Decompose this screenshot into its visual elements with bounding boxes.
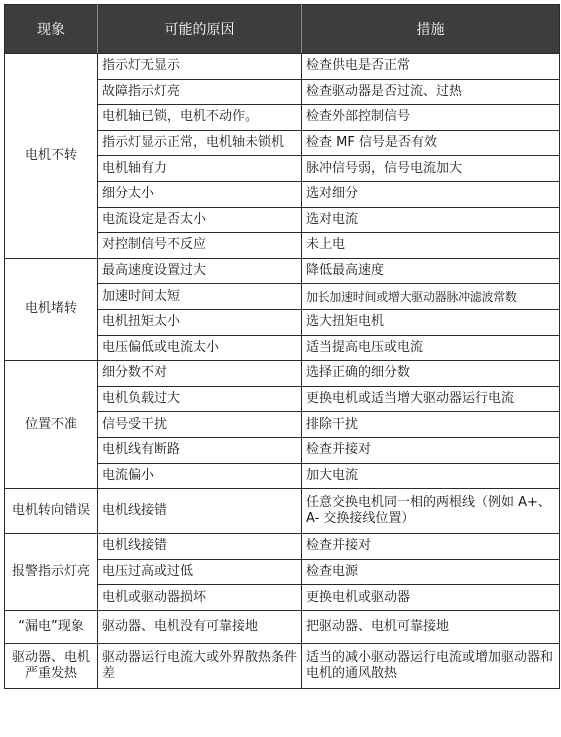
cause-cell: 电流设定是否太小 [98,207,302,233]
table-row [5,258,560,284]
measure-cell: 适当的减小驱动器运行电流或增加驱动器和电机的通风散热 [302,643,560,688]
measure-cell: 排除干扰 [302,412,560,438]
header-causes: 可能的原因 [98,5,302,54]
table-row [5,489,560,534]
header-phenomenon: 现象 [5,5,98,54]
measure-cell: 更换电机或驱动器 [302,585,560,611]
measure-cell: 检查驱动器是否过流、过热 [302,79,560,105]
measure-cell: 任意交换电机同一相的两根线（例如 A+、A- 交换接线位置） [302,489,560,534]
phenomenon-cell: “漏电”现象 [5,610,98,643]
troubleshooting-table-container [4,4,559,689]
cause-cell: 故障指示灯亮 [98,79,302,105]
cause-cell: 加速时间太短 [98,284,302,310]
measure-cell: 加大电流 [302,463,560,489]
measure-cell: 把驱动器、电机可靠接地 [302,610,560,643]
phenomenon-cell: 电机堵转 [5,258,98,360]
cause-cell: 对控制信号不反应 [98,233,302,259]
measure-cell: 检查供电是否正常 [302,54,560,80]
cause-cell: 电机线接错 [98,489,302,534]
cause-cell: 电机线有断路 [98,437,302,463]
table-row [5,361,560,387]
cause-cell: 电机或驱动器损坏 [98,585,302,611]
cause-cell: 电流偏小 [98,463,302,489]
measure-cell: 脉冲信号弱，信号电流加大 [302,156,560,182]
cause-cell: 驱动器运行电流大或外界散热条件差 [98,643,302,688]
measure-cell: 检查并接对 [302,534,560,560]
measure-cell: 未上电 [302,233,560,259]
measure-cell: 选大扭矩电机 [302,309,560,335]
measure-cell: 降低最高速度 [302,258,560,284]
measure-cell: 检查电源 [302,559,560,585]
measure-cell: 适当提高电压或电流 [302,335,560,361]
measure-cell: 检查并接对 [302,437,560,463]
phenomenon-cell: 驱动器、电机严重发热 [5,643,98,688]
troubleshooting-table [4,4,560,689]
table-row [5,643,560,688]
cause-cell: 最高速度设置过大 [98,258,302,284]
measure-cell: 检查 MF 信号是否有效 [302,130,560,156]
cause-cell: 电机轴有力 [98,156,302,182]
cause-cell: 电压偏低或电流太小 [98,335,302,361]
table-row [5,534,560,560]
measure-cell: 加长加速时间或增大驱动器脉冲滤波常数 [302,284,560,310]
header-row [5,5,560,54]
cause-cell: 电机轴已锁，电机不动作。 [98,105,302,131]
cause-cell: 电压过高或过低 [98,559,302,585]
cause-cell: 信号受干扰 [98,412,302,438]
cause-cell: 电机负载过大 [98,386,302,412]
cause-cell: 指示灯无显示 [98,54,302,80]
phenomenon-cell: 位置不准 [5,361,98,489]
phenomenon-cell: 电机不转 [5,54,98,259]
phenomenon-cell: 报警指示灯亮 [5,534,98,611]
measure-cell: 检查外部控制信号 [302,105,560,131]
measure-cell: 选对电流 [302,207,560,233]
measure-cell: 选对细分 [302,181,560,207]
cause-cell: 指示灯显示正常，电机轴未锁机 [98,130,302,156]
cause-cell: 细分太小 [98,181,302,207]
header-measures: 措施 [302,5,560,54]
table-row [5,54,560,80]
phenomenon-cell: 电机转向错误 [5,489,98,534]
cause-cell: 电机扭矩太小 [98,309,302,335]
measure-cell: 更换电机或适当增大驱动器运行电流 [302,386,560,412]
cause-cell: 驱动器、电机没有可靠接地 [98,610,302,643]
cause-cell: 电机线接错 [98,534,302,560]
cause-cell: 细分数不对 [98,361,302,387]
measure-cell: 选择正确的细分数 [302,361,560,387]
table-row [5,610,560,643]
